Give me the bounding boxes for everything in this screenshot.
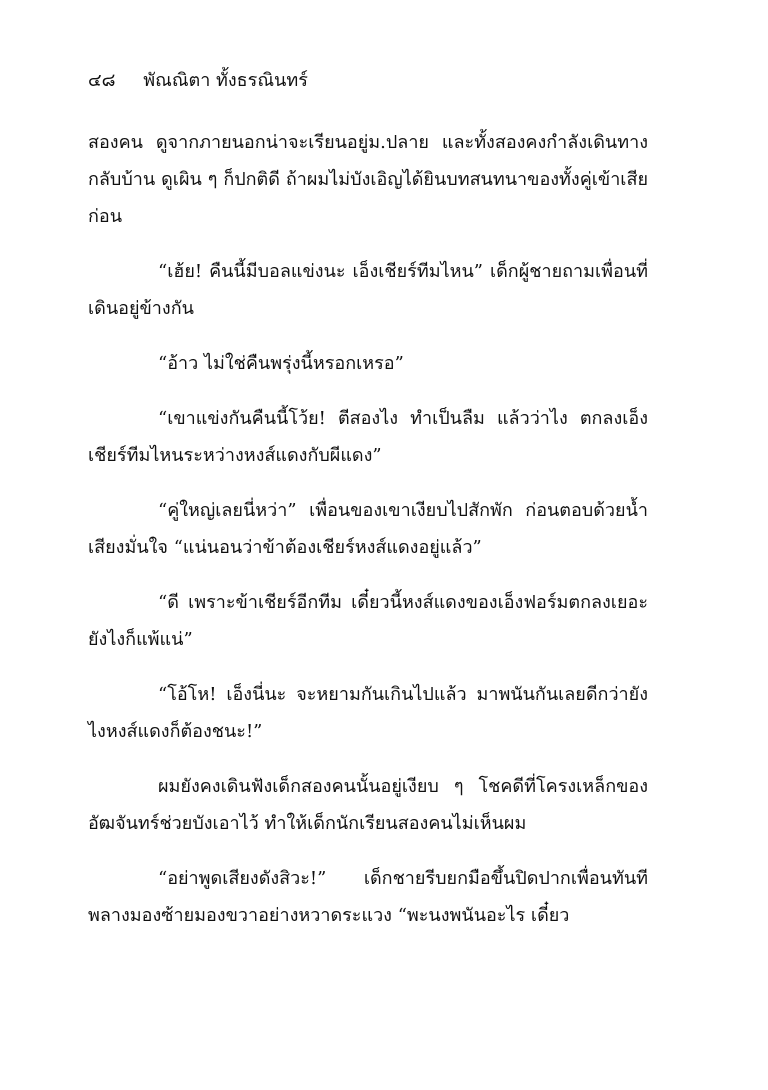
- author-name: พัณณิตา ทั้งธรณินทร์: [143, 70, 308, 91]
- paragraph-7: “โอ้โห! เอ็งนี่นะ จะหยามกันเกินไปแล้ว มาพนันกันเลยดีกว่ายังไงหงส์แดงก็ต้องชนะ!”: [88, 684, 648, 742]
- paragraph-3: “อ้าว ไม่ใช่คืนพรุ่งนี้หรอกเหรอ”: [158, 353, 404, 374]
- paragraph-5: “คู่ใหญ่เลยนี่หว่า” เพื่อนของเขาเงียบไปสักพัก ก่อนตอบด้วยน้ำเสียงมั่นใจ “แน่นอนว่าข้าต้องเชียร์หงส์แดงอยู่แล้ว”: [88, 500, 648, 558]
- paragraph-2: “เฮ้ย! คืนนี้มีบอลแข่งนะ เอ็งเชียร์ทีมไหน” เด็กผู้ชายถามเพื่อนที่เดินอยู่ข้างกัน: [88, 261, 648, 319]
- page-number: ๔๘: [88, 70, 116, 91]
- paragraph-9: “อย่าพูดเสียงดังสิวะ!” เด็กชายรีบยกมือขึ้นปิดปากเพื่อนทันที พลางมองซ้ายมองขวาอย่างหวาดระแวง “พะนงพนันอะไร เดี๋ยว: [88, 868, 648, 926]
- paragraph-8: ผมยังคงเดินฟังเด็กสองคนนั้นอยู่เงียบ ๆ โชคดีที่โครงเหล็กของอัฒจันทร์ช่วยบังเอาไว้ ทำให้เด็กนักเรียนสองคนไม่เห็นผม: [88, 776, 648, 834]
- page-header: [88, 68, 308, 94]
- paragraph-1: สองคน ดูจากภายนอกน่าจะเรียนอยู่ม.ปลาย และทั้งสองคงกำลังเดินทางกลับบ้าน ดูเผิน ๆ ก็ปกติดี ถ้าผมไม่บังเอิญได้ยินบทสนทนาของทั้งคู่เข้าเสียก่อน: [88, 132, 648, 227]
- paragraph-6: “ดี เพราะข้าเชียร์อีกทีม เดี๋ยวนี้หงส์แดงของเอ็งฟอร์มตกลงเยอะ ยังไงก็แพ้แน่”: [88, 592, 648, 650]
- page-body: [88, 124, 648, 952]
- paragraph-4: “เขาแข่งกันคืนนี้โว้ย! ตีสองไง ทำเป็นลืม แล้วว่าไง ตกลงเอ็งเชียร์ทีมไหนระหว่างหงส์แดงกับผีแดง”: [88, 408, 648, 466]
